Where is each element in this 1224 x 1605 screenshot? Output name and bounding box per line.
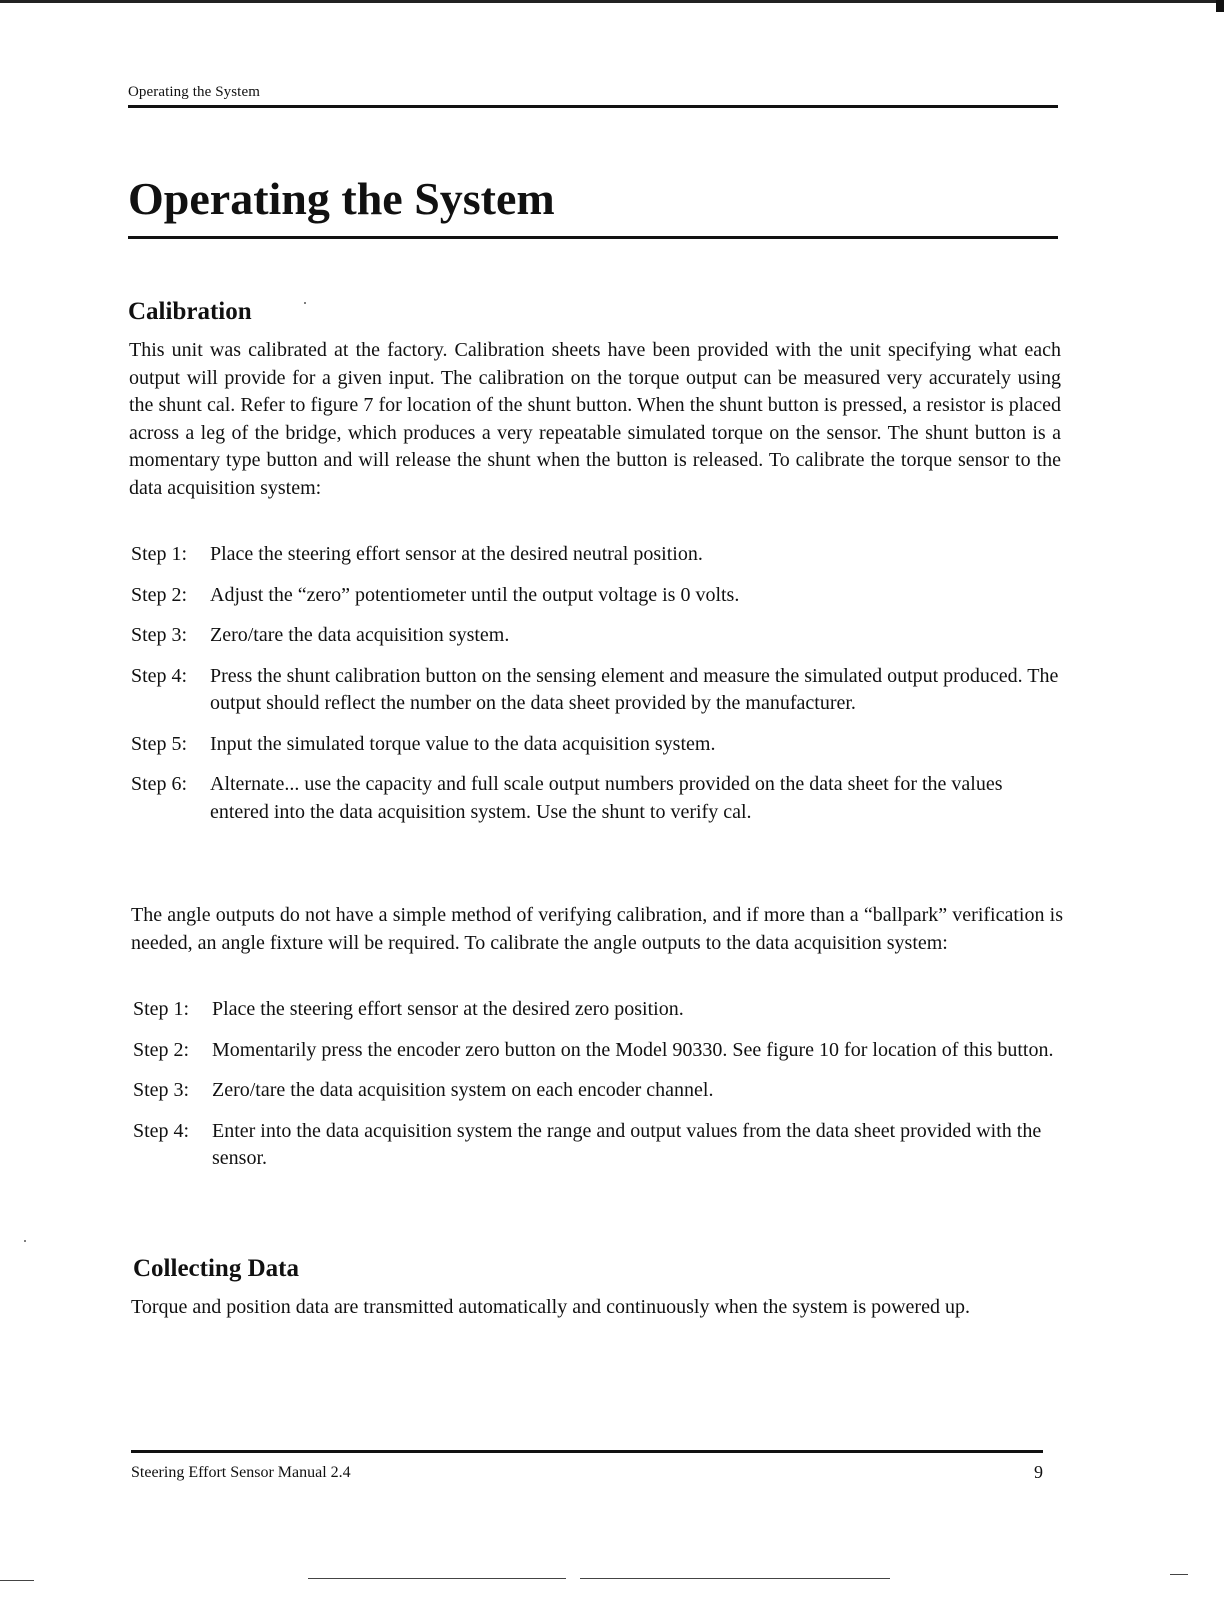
footer-manual-title: Steering Effort Sensor Manual 2.4 <box>131 1464 351 1481</box>
collecting-data-heading: Collecting Data <box>133 1255 299 1282</box>
scan-edge-mark <box>580 1578 890 1579</box>
step-item <box>131 731 1061 759</box>
torque-calibration-steps <box>131 541 1061 839</box>
step-label: Step 6: <box>131 773 188 795</box>
step-text: Input the simulated torque value to the data acquisition system. <box>210 732 716 755</box>
step-text: Place the steering effort sensor at the desired neutral position. <box>210 543 703 565</box>
step-text: Momentarily press the encoder zero button on the Model 90330. See figure 10 for location of this button. <box>212 1038 1054 1061</box>
step-text: Zero/tare the data acquisition system on each encoder channel. <box>212 1079 714 1101</box>
page-number: 9 <box>1034 1462 1043 1482</box>
scan-speck <box>304 302 306 304</box>
step-text: Adjust the “zero” potentiometer until the output voltage is 0 volts. <box>210 583 740 606</box>
scan-speck <box>24 1240 26 1242</box>
angle-calibration-steps <box>133 996 1063 1186</box>
angle-calibration-intro: The angle outputs do not have a simple method of verifying calibration, and if more than a “ballpark” verification is needed, an angle fixture will be required. To calibrate the angle outputs to the data acquisition system: <box>131 904 1063 954</box>
scan-edge-line <box>0 0 1224 3</box>
step-label: Step 1: <box>131 543 188 565</box>
step-label: Step 5: <box>131 732 188 755</box>
step-item <box>133 1118 1063 1173</box>
step-label: Step 2: <box>133 1038 190 1061</box>
step-text: Zero/tare the data acquisition system. <box>210 624 510 646</box>
scan-edge-mark <box>308 1578 566 1579</box>
step-label: Step 4: <box>133 1119 190 1142</box>
step-text: Alternate... use the capacity and full scale output numbers provided on the data sheet for the values entered into the data acquisition system. Use the shunt to verify cal. <box>210 773 1003 823</box>
scan-edge-mark <box>0 1580 34 1581</box>
calibration-heading: Calibration <box>128 298 252 325</box>
step-item <box>131 771 1061 826</box>
step-text: Enter into the data acquisition system the range and output values from the data sheet provided with the sensor. <box>212 1119 1042 1169</box>
step-label: Step 1: <box>133 998 190 1020</box>
step-text: Place the steering effort sensor at the desired zero position. <box>212 998 684 1020</box>
step-item <box>131 541 1061 569</box>
scan-corner-mark <box>1216 0 1224 12</box>
page-title: Operating the System <box>128 173 555 224</box>
header-rule <box>128 105 1058 108</box>
step-item <box>133 1077 1063 1105</box>
step-label: Step 3: <box>131 624 188 646</box>
step-label: Step 4: <box>131 664 188 687</box>
step-item <box>133 1037 1063 1065</box>
footer-rule <box>131 1450 1043 1453</box>
scan-edge-mark <box>1170 1574 1188 1575</box>
step-label: Step 2: <box>131 583 188 606</box>
running-header: Operating the System <box>128 84 260 100</box>
step-item <box>133 996 1063 1024</box>
calibration-intro: This unit was calibrated at the factory. Calibration sheets have been provided with the unit specifying what each output will provide for a given input. The calibration on the torque output can be measured very accurately using the shunt cal. Refer to figure 7 for location of the shunt button. When the shunt button is pressed, a resistor is placed across a leg of the bridge, which produces a very repeatable simulated torque on the sensor. The shunt button is a momentary type button and will release the shunt when the button is released. To calibrate the torque sensor to the data acquisition system: <box>129 339 1061 499</box>
title-rule <box>128 236 1058 239</box>
step-label: Step 3: <box>133 1079 190 1101</box>
collecting-data-text: Torque and position data are transmitted automatically and continuously when the system is powered up. <box>131 1296 970 1318</box>
step-item <box>131 622 1061 650</box>
step-item <box>131 663 1061 718</box>
step-item <box>131 582 1061 610</box>
step-text: Press the shunt calibration button on the sensing element and measure the simulated output produced. The output should reflect the number on the data sheet provided by the manufacturer. <box>210 664 1059 714</box>
